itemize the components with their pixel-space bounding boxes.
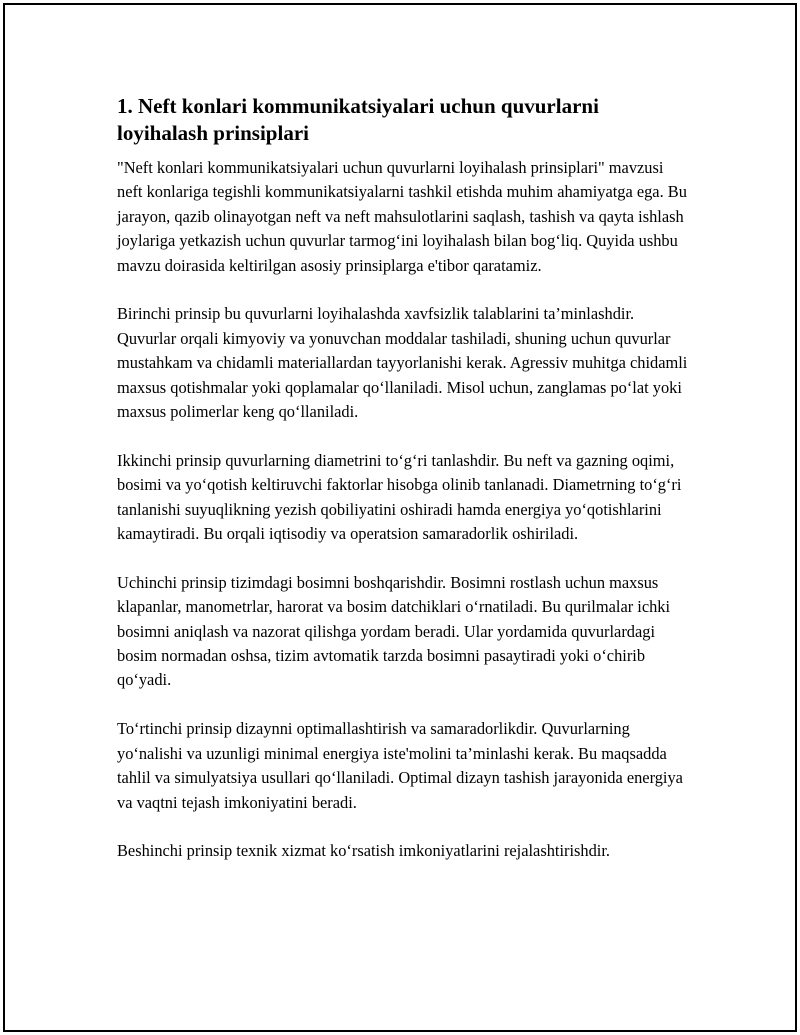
document-body bbox=[117, 93, 692, 888]
paragraph-second-principle: Ikkinchi prinsip quvurlarning diametrini to‘g‘ri tanlashdir. Bu neft va gazning oqimi, bosimi va yo‘qotish keltiruvchi faktorlar hisobga olinib tanlanadi. Diametrning to‘g‘ri tanlanishi suyuqlikning yezish qobiliyatini oshiradi hamda energiya yo‘qotishlarini kamaytiradi. Bu orqali iqtisodiy va operatsion samaradorlik oshiriladi. bbox=[117, 450, 682, 544]
document-title: 1. Neft konlari kommunikatsiyalari uchun quvurlarni loyihalash prinsiplari bbox=[117, 94, 599, 145]
paragraph-fifth-principle: Beshinchi prinsip texnik xizmat ko‘rsatish imkoniyatlarini rejalashtirishdir. bbox=[117, 841, 610, 861]
paragraph-third-principle: Uchinchi prinsip tizimdagi bosimni boshqarishdir. Bosimni rostlash uchun maxsus klapanlar, manometrlar, harorat va bosim datchiklari o‘rnatiladi. Bu qurilmalar ichki bosimni aniqlash va nazorat qilishga yordam beradi. Ular yordamida quvurlardagi bosim normadan oshsa, tizim avtomatik tarzda bosimni pasaytiradi yoki o‘chirib qo‘yadi. bbox=[117, 572, 671, 690]
paragraph-intro: "Neft konlari kommunikatsiyalari uchun quvurlarni loyihalash prinsiplari" mavzusi neft konlariga tegishli kommunikatsiyalarni tashkil etishda muhim ahamiyatga ega. Bu jarayon, qazib olinayotgan neft va neft mahsulotlarini saqlash, tashish va qayta ishlash joylariga yetkazish uchun quvurlar tarmog‘ini loyihalash bilan bog‘liq. Quyida ushbu mavzu doirasida keltirilgan asosiy prinsiplarga e'tibor qaratamiz. bbox=[117, 158, 687, 275]
paragraph-first-principle: Birinchi prinsip bu quvurlarni loyihalashda xavfsizlik talablarini ta’minlashdir. Quvurlar orqali kimyoviy va yonuvchan moddalar tashiladi, shuning uchun quvurlar mustahkam va chidamli materiallardan tayyorlanishi kerak. Agressiv muhitga chidamli maxsus qotishmalar yoki qoplamalar qo‘llaniladi. Misol uchun, zanglamas po‘lat yoki maxsus polimerlar keng qo‘llaniladi. bbox=[117, 304, 688, 422]
paragraph-fourth-principle: To‘rtinchi prinsip dizaynni optimallashtirish va samaradorlikdir. Quvurlarning yo‘nalishi va uzunligi minimal energiya iste'molini ta’minlashi kerak. Bu maqsadda tahlil va simulyatsiya usullari qo‘llaniladi. Optimal dizayn tashish jarayonida energiya va vaqtni tejash imkoniyatini beradi. bbox=[117, 719, 683, 812]
